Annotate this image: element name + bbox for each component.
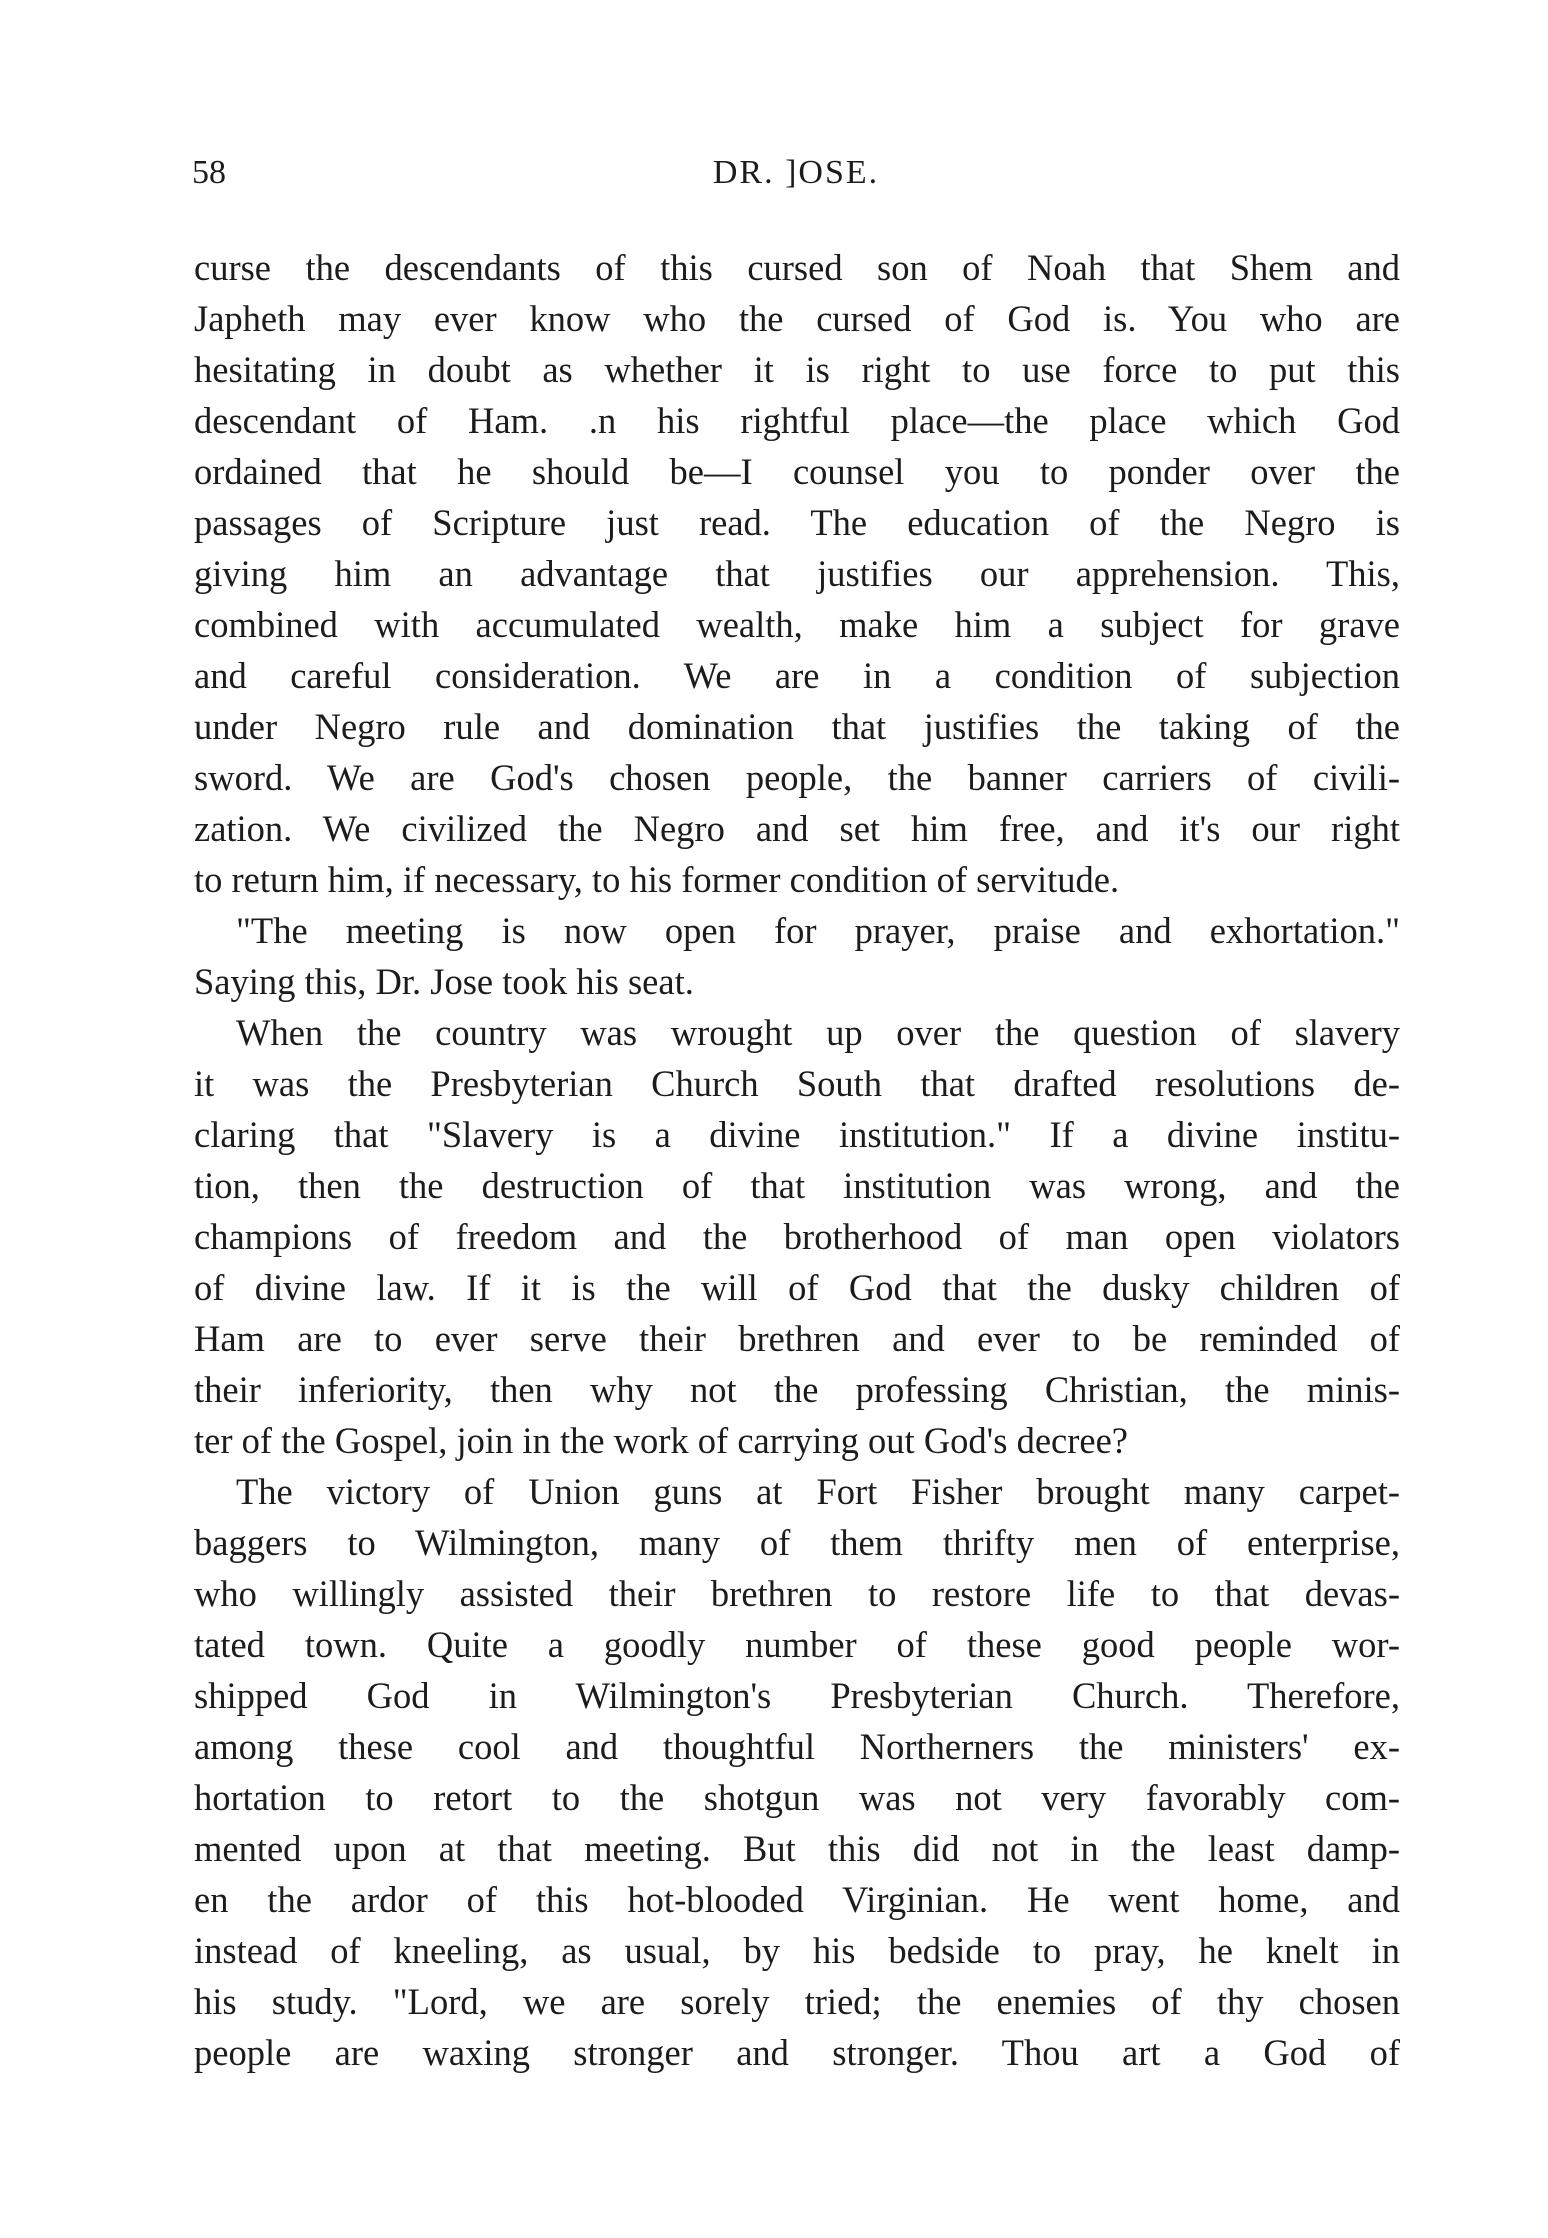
text-line: claring that "Slavery is a divine institution." If a divine institu- (194, 1114, 1400, 1155)
text-line: baggers to Wilmington, many of them thrifty men of enterprise, (194, 1522, 1400, 1563)
text-line: giving him an advantage that justifies our apprehension. This, (194, 553, 1400, 594)
text-line: his study. "Lord, we are sorely tried; the enemies of thy chosen (194, 1981, 1400, 2022)
text-line: champions of freedom and the brotherhood of man open violators (194, 1216, 1400, 1257)
running-head (192, 154, 1400, 204)
text-line: combined with accumulated wealth, make him a subject for grave (194, 604, 1400, 645)
text-line: zation. We civilized the Negro and set him free, and it's our right (194, 808, 1400, 849)
body-text (194, 242, 1400, 2078)
text-line: to return him, if necessary, to his former condition of servitude. (194, 859, 1120, 900)
text-line: Japheth may ever know who the cursed of God is. You who are (194, 298, 1400, 339)
text-line: ordained that he should be—I counsel you to ponder over the (194, 451, 1400, 492)
text-line: The victory of Union guns at Fort Fisher brought many carpet- (236, 1471, 1400, 1512)
text-line: instead of kneeling, as usual, by his bedside to pray, he knelt in (194, 1930, 1400, 1971)
text-line: "The meeting is now open for prayer, praise and exhortation." (236, 910, 1400, 951)
text-line: and careful consideration. We are in a condition of subjection (194, 655, 1400, 696)
text-line: shipped God in Wilmington's Presbyterian Church. Therefore, (194, 1675, 1400, 1716)
text-line: under Negro rule and domination that justifies the taking of the (194, 706, 1400, 747)
page-number: 58 (192, 154, 226, 191)
text-line: who willingly assisted their brethren to restore life to that devas- (194, 1573, 1400, 1614)
text-line: descendant of Ham. .n his rightful place—the place which God (194, 400, 1400, 441)
text-line: passages of Scripture just read. The education of the Negro is (194, 502, 1400, 543)
text-line: en the ardor of this hot-blooded Virginian. He went home, and (194, 1879, 1400, 1920)
text-line: When the country was wrought up over the question of slavery (236, 1012, 1400, 1053)
text-line: of divine law. If it is the will of God that the dusky children of (194, 1267, 1400, 1308)
text-line: tion, then the destruction of that institution was wrong, and the (194, 1165, 1400, 1206)
text-line: among these cool and thoughtful Northerners the ministers' ex- (194, 1726, 1400, 1767)
text-line: tated town. Quite a goodly number of these good people wor- (194, 1624, 1400, 1665)
text-line: it was the Presbyterian Church South that drafted resolutions de- (194, 1063, 1400, 1104)
text-line: mented upon at that meeting. But this did not in the least damp- (194, 1828, 1400, 1869)
text-line: ter of the Gospel, join in the work of carrying out God's decree? (194, 1420, 1128, 1461)
text-line: Ham are to ever serve their brethren and ever to be reminded of (194, 1318, 1400, 1359)
text-line: curse the descendants of this cursed son of Noah that Shem and (194, 247, 1400, 288)
text-line: people are waxing stronger and stronger. Thou art a God of (194, 2032, 1400, 2073)
text-line: hortation to retort to the shotgun was not very favorably com- (194, 1777, 1400, 1818)
text-line: hesitating in doubt as whether it is right to use force to put this (194, 349, 1400, 390)
text-line: their inferiority, then why not the professing Christian, the minis- (194, 1369, 1400, 1410)
text-line: Saying this, Dr. Jose took his seat. (194, 961, 694, 1002)
running-head-title: DR. ]OSE. (712, 154, 880, 191)
text-line: sword. We are God's chosen people, the banner carriers of civili- (194, 757, 1400, 798)
